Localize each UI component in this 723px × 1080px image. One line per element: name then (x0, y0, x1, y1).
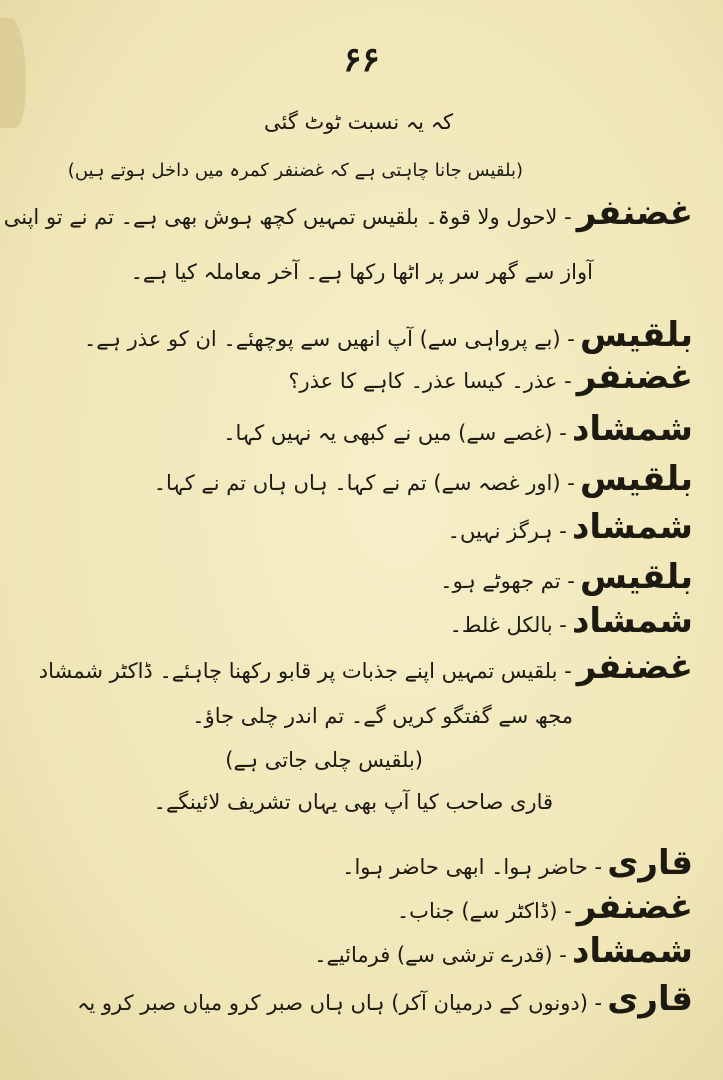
speaker-name: بلقیس (579, 459, 693, 499)
text-line (264, 112, 453, 133)
dialogue-line (314, 931, 693, 971)
dialogue-line (3, 193, 693, 233)
dialogue-line (447, 507, 693, 547)
line-text: - حاضر ہوا۔ ابھی حاضر ہوا۔ (342, 855, 603, 879)
line-text: - (بے پرواہی سے) آپ انھیں سے پوچھئے۔ ان کو عذر ہے۔ (83, 327, 575, 351)
line-text: قاری صاحب کیا آپ بھی یہاں تشریف لائینگے۔ (153, 790, 553, 814)
text-line (192, 706, 573, 727)
line-text: آواز سے گھر سر پر اٹھا رکھا ہے۔ آخر معاملہ کیا ہے۔ (130, 260, 593, 284)
dialogue-line (38, 647, 693, 687)
line-text: - بالکل غلط۔ (449, 613, 567, 637)
line-text: کہ یہ نسبت ٹوٹ گئی (264, 110, 453, 134)
line-text: - عذر۔ کیسا عذر۔ کاہے کا عذر؟ (288, 369, 572, 393)
line-text: (بلقیس جانا چاہتی ہے کہ غضنفر کمرہ میں داخل ہوتے ہیں) (67, 160, 523, 181)
speaker-name: غضنفر (576, 357, 693, 397)
speaker-name: قاری (607, 979, 693, 1019)
line-text: - ہرگز نہیں۔ (447, 519, 567, 543)
dialogue-line (288, 357, 693, 397)
speaker-name: شمشاد (571, 601, 693, 641)
line-text: - (قدرے ترشی سے) فرمائیے۔ (314, 943, 567, 967)
dialogue-line (153, 459, 693, 499)
text-line (154, 792, 553, 813)
line-text: - بلقیس تمہیں اپنے جذبات پر قابو رکھنا چاہئے۔ ڈاکٹر شمشاد (38, 659, 572, 683)
line-text: - (غصے سے) میں نے کبھی یہ نہیں کہا۔ (223, 421, 567, 445)
stage-direction (68, 162, 523, 180)
speaker-name: شمشاد (571, 931, 693, 971)
line-text: - (اور غصہ سے) تم نے کہا۔ ہاں ہاں تم نے کہا۔ (153, 471, 575, 495)
dialogue-line (449, 601, 693, 641)
speaker-name: غضنفر (576, 647, 693, 687)
dialogue-line (396, 887, 693, 927)
dialogue-line (77, 979, 693, 1019)
dialogue-line (440, 557, 693, 597)
line-text: مجھ سے گفتگو کریں گے۔ تم اندر چلی جاؤ۔ (192, 704, 573, 728)
speaker-name: شمشاد (571, 409, 693, 449)
line-text: - (دونوں کے درمیان آکر) ہاں ہاں صبر کرو میاں صبر کرو یہ (77, 991, 603, 1015)
stage-direction (225, 750, 423, 771)
speaker-name: بلقیس (579, 557, 693, 597)
line-text: - تم جھوٹے ہو۔ (440, 569, 575, 593)
speaker-name: قاری (607, 843, 693, 883)
dialogue-line (83, 315, 693, 355)
text-line (131, 262, 593, 283)
line-text: - لاحول ولا قوۃ۔ بلقیس تمہیں کچھ ہوش بھی ہے۔ تم نے تو اپنی (3, 205, 572, 229)
speaker-name: شمشاد (571, 507, 693, 547)
dialogue-line (223, 409, 693, 449)
speaker-name: غضنفر (576, 193, 693, 233)
line-text: - (ڈاکٹر سے) جناب۔ (396, 899, 572, 923)
speaker-name: بلقیس (579, 315, 693, 355)
line-text: (بلقیس چلی جاتی ہے) (225, 748, 423, 772)
dialogue-line (342, 843, 693, 883)
speaker-name: غضنفر (576, 887, 693, 927)
page-number: ۶۶ (343, 40, 380, 80)
